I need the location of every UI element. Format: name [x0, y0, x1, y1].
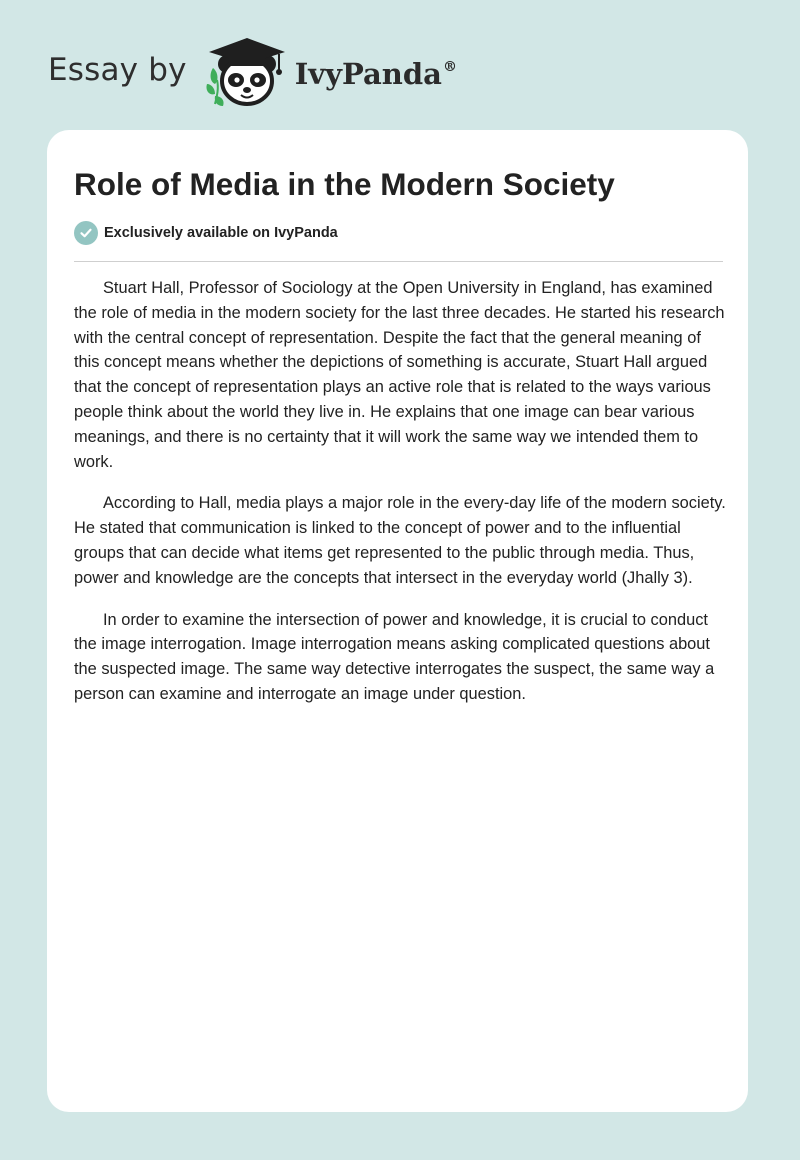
exclusive-badge-text: Exclusively available on IvyPanda: [104, 225, 338, 241]
paragraph: In order to examine the intersection of power and knowledge, it is crucial to conduct the image interrogation. Image interrogation means asking complicated questions about the suspected image. The same way detective interrogates the suspect, the same way a person can examine and interrogate an image under question.: [74, 610, 715, 703]
panda-graduation-cap-icon: [203, 34, 291, 110]
site-header: [48, 34, 457, 110]
essay-card: [47, 130, 748, 1112]
essay-body: [74, 276, 729, 724]
divider: [74, 261, 723, 262]
paragraph: According to Hall, media plays a major role in the every-day life of the modern society. He stated that communication is linked to the concept of power and to the influential groups that can decide what items get represented to the public through media. Thus, power and knowledge are the concepts that intersect in the everyday world (Jhally 3).: [74, 494, 726, 587]
registered-mark: ®: [442, 59, 457, 76]
page-title: Role of Media in the Modern Society: [74, 166, 615, 202]
paragraph: Stuart Hall, Professor of Sociology at the Open University in England, has examined the role of media in the modern society for the last three decades. He started his research with the central concept of representation. Despite the fact that the general meaning of this concept means whether the depictions of something is accurate, Stuart Hall argued that the concept of representation plays an active role that is related to the ways various people think about the world they live in. He explains that one image can bear various meanings, and there is no certainty that it will work the same way we intended them to work.: [74, 279, 725, 471]
brand-name: IvyPanda®: [294, 57, 457, 91]
exclusive-badge: [74, 221, 338, 245]
check-icon: [74, 221, 98, 245]
essay-by-label: Essay by: [48, 52, 187, 88]
